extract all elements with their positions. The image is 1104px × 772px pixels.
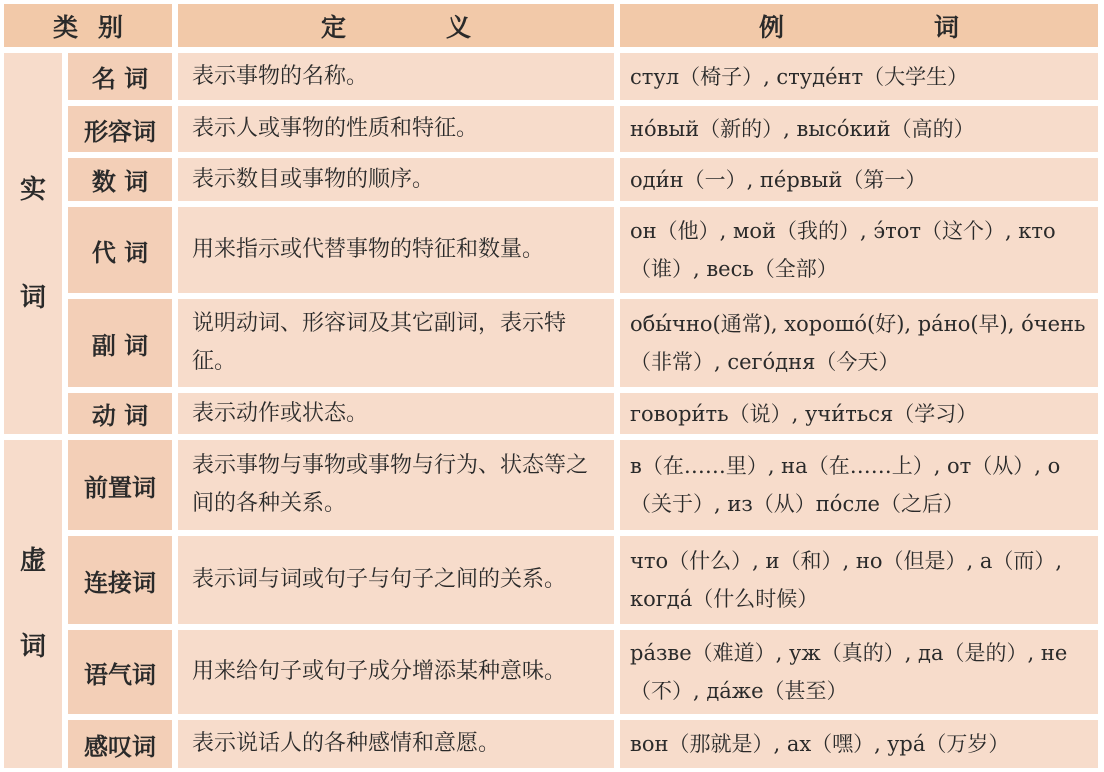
row-example bbox=[620, 440, 1098, 530]
row-category bbox=[68, 720, 172, 768]
definition-text: 说明动词、形容词及其它副词，表示特征。 bbox=[192, 311, 567, 374]
row-category bbox=[68, 299, 172, 387]
header-example bbox=[620, 4, 1098, 47]
definition-text: 表示词与词或句子与句子之间的关系。 bbox=[192, 567, 567, 592]
row-definition bbox=[178, 440, 614, 530]
example-text: он（他）, мой（我的）, э́тот（这个）, кто（谁）, весь（全部） bbox=[630, 219, 1056, 281]
definition-text: 用来给句子或句子成分增添某种意味。 bbox=[192, 659, 567, 684]
example-text: стул（椅子）, студéнт（大学生） bbox=[630, 64, 969, 89]
category-label: 副 词 bbox=[91, 330, 149, 360]
row-example bbox=[620, 299, 1098, 387]
row-category bbox=[68, 393, 172, 434]
row-definition bbox=[178, 106, 614, 152]
row-definition bbox=[178, 53, 614, 100]
row-definition bbox=[178, 158, 614, 201]
category-label: 前置词 bbox=[84, 472, 156, 502]
group-content-char-1: 实 bbox=[19, 174, 46, 205]
category-label: 动 词 bbox=[91, 401, 149, 430]
header-definition-char-1: 定 bbox=[320, 12, 346, 42]
row-category bbox=[68, 536, 172, 624]
header-example-char-1: 例 bbox=[758, 12, 784, 42]
definition-text: 表示事物的名称。 bbox=[192, 63, 369, 89]
group-function-char-2: 词 bbox=[19, 632, 46, 662]
row-example bbox=[620, 53, 1098, 100]
row-example bbox=[620, 207, 1098, 293]
row-definition bbox=[178, 299, 614, 387]
header-definition bbox=[178, 4, 614, 47]
header-category-char-1: 类 bbox=[52, 12, 78, 42]
row-category bbox=[68, 158, 172, 201]
group-function-words bbox=[4, 440, 62, 768]
category-label: 形容词 bbox=[84, 116, 156, 146]
row-example bbox=[620, 106, 1098, 152]
category-label: 语气词 bbox=[84, 659, 156, 689]
header-definition-char-2: 义 bbox=[446, 12, 472, 42]
category-label: 数 词 bbox=[91, 167, 149, 196]
header-example-char-2: 词 bbox=[934, 12, 960, 42]
category-label: 名 词 bbox=[91, 64, 149, 93]
definition-text: 用来指示或代替事物的特征和数量。 bbox=[192, 237, 545, 262]
definition-text: 表示说话人的各种感情和意愿。 bbox=[192, 731, 501, 756]
group-content-words bbox=[4, 53, 62, 434]
example-text: обы́чно(通常), хорошó(好), рáно(早), óчень（非常）, сегóдня（今天） bbox=[630, 312, 1086, 374]
definition-text: 表示事物与事物或事物与行为、状态等之间的各种关系。 bbox=[192, 453, 589, 516]
row-definition bbox=[178, 536, 614, 624]
example-text: оди́н（一）, пéрвый（第一） bbox=[630, 167, 927, 192]
definition-text: 表示人或事物的性质和特征。 bbox=[192, 116, 479, 141]
example-text: что（什么）, и（和）, но（但是）, а（而）, когдá（什么时候） bbox=[630, 549, 1063, 611]
example-text: вон（那就是）, ах（嘿）, ypá（万岁） bbox=[630, 732, 1010, 756]
row-definition bbox=[178, 630, 614, 714]
row-example bbox=[620, 158, 1098, 201]
row-category bbox=[68, 207, 172, 293]
row-definition bbox=[178, 720, 614, 768]
group-function-char-1: 虚 bbox=[19, 546, 46, 576]
row-example bbox=[620, 720, 1098, 768]
category-label: 代 词 bbox=[91, 237, 149, 267]
category-label: 连接词 bbox=[84, 567, 156, 597]
group-content-char-2: 词 bbox=[19, 282, 46, 313]
row-category bbox=[68, 630, 172, 714]
example-text: говори́ть（说）, учи́ться（学习） bbox=[630, 401, 978, 426]
row-category bbox=[68, 106, 172, 152]
definition-text: 表示数目或事物的顺序。 bbox=[192, 166, 435, 192]
row-definition bbox=[178, 207, 614, 293]
example-text: в（在……里）, на（在……上）, от（从）, о（关于）, из（从）пóсле（之后） bbox=[630, 454, 1061, 516]
definition-text: 表示动作或状态。 bbox=[192, 400, 369, 426]
row-category bbox=[68, 53, 172, 100]
row-example bbox=[620, 393, 1098, 434]
header-category bbox=[4, 4, 172, 47]
row-definition bbox=[178, 393, 614, 434]
example-text: рáзве（难道）, уж（真的）, да（是的）, не（不）, дáже（甚至） bbox=[630, 641, 1068, 703]
row-example bbox=[620, 536, 1098, 624]
row-example bbox=[620, 630, 1098, 714]
category-label: 感叹词 bbox=[84, 731, 156, 761]
header-category-char-2: 别 bbox=[98, 12, 124, 42]
row-category bbox=[68, 440, 172, 530]
example-text: нóвый（新的）, высóкий（高的） bbox=[630, 117, 975, 141]
